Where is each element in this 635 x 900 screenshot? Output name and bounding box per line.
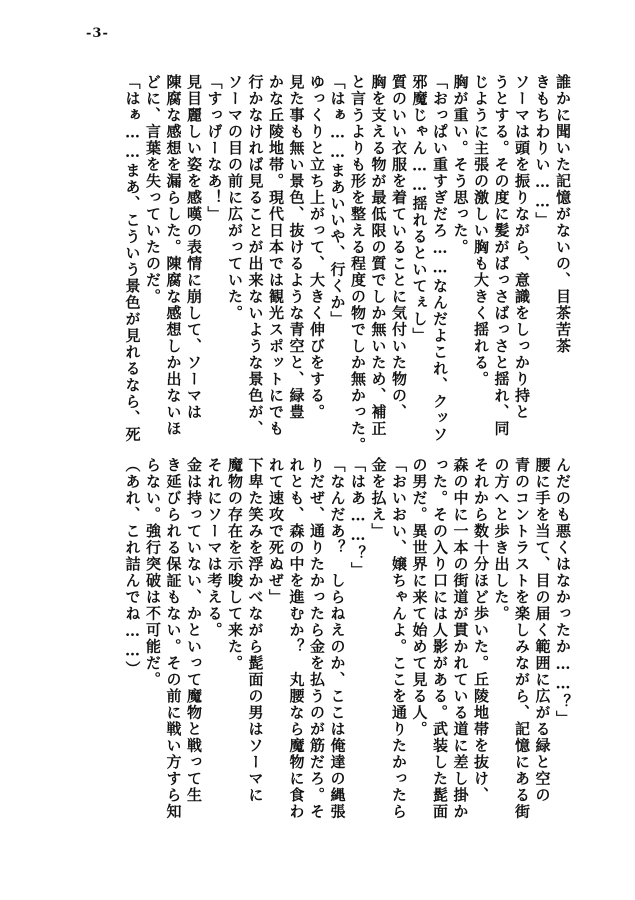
text-line: 金を払え」 bbox=[369, 457, 388, 540]
text-line: 誰かに聞いた記憶がないの、目茶苦茶 bbox=[554, 74, 572, 355]
text-line: 「はあ……？」 bbox=[349, 457, 367, 579]
text-line: 森の中に一本の街道が貫かれている道に差し掛か bbox=[451, 457, 470, 820]
text-line: ソーマは頭を振りながら、意識をしっかり持と bbox=[513, 74, 531, 421]
text-line: きもちわりい……」 bbox=[533, 74, 552, 229]
text-line: 金は持っていない、かといって魔物と戦って生 bbox=[185, 457, 203, 804]
text-line: それから数十分ほど歩いた。丘陵地帯を抜け、 bbox=[472, 457, 490, 804]
text-line: それにソーマは考える。 bbox=[205, 457, 224, 639]
text-line: 魔物の存在を示唆して来た。 bbox=[226, 457, 244, 672]
text-line: 「おいおい、嬢ちゃんよ。ここを通りたかったら bbox=[390, 457, 408, 820]
text-line: 胸が重い。そう思った。 bbox=[451, 74, 470, 256]
text-line: 「すっげーなあ！」 bbox=[205, 74, 224, 223]
text-line: 見た事も無い景色、抜けるような青空と、緑豊 bbox=[287, 74, 306, 421]
text-line: の方へと歩き出した。 bbox=[492, 457, 511, 622]
text-line: 見目麗しい姿を感嘆の表情に崩して、ソーマは bbox=[185, 74, 203, 421]
text-line: った。その入り口には人影がある。武装した髭面 bbox=[431, 457, 449, 820]
text-line: どに、言葉を失っていたのだ。 bbox=[144, 74, 162, 305]
text-line: うとする。その度に髪がばっさばっさと揺れ、同 bbox=[492, 74, 511, 437]
text-line: 下卑た笑みを浮かべながら髭面の男はソーマに bbox=[246, 457, 265, 804]
text-line: らない。強行突破は不可能だ。 bbox=[144, 457, 162, 688]
text-line: りだぜ、通りたかったら金を払うのが筋だろ。そ bbox=[308, 457, 326, 820]
text-line: かな丘陵地帯。現代日本では観光スポットにでも bbox=[267, 74, 285, 437]
text-line: ゆっくりと立ち上がって、大きく伸びをする。 bbox=[308, 74, 326, 421]
text-line: じように主張の激しい胸も大きく揺れる。 bbox=[472, 74, 490, 388]
text-line: んだのも悪くはなかったか……？」 bbox=[554, 457, 572, 727]
text-line: 質のいい衣服を着ていることに気付いた物の、 bbox=[390, 74, 408, 421]
text-line: 行かなければ見ることが出来ないような景色が、 bbox=[246, 74, 265, 437]
text-line: き延びられる保証もない。その前に戦い方すら知 bbox=[164, 457, 183, 820]
text-line: 「おっぱい重すぎだろ……なんだよこれ、クッソ bbox=[431, 74, 449, 443]
text-line: 「はぁ……まあいいや、行くか」 bbox=[328, 74, 347, 328]
text-block-bottom bbox=[93, 457, 573, 829]
text-line: （あれ、これ詰んでね……） bbox=[123, 457, 142, 678]
text-line: れて速攻で死ぬぜ」 bbox=[267, 457, 285, 606]
text-line: 邪魔じゃん……揺れるといてぇし」 bbox=[410, 74, 429, 344]
text-line: と言うよりも形を整える程度の物でしか無かった。 bbox=[349, 74, 367, 454]
text-line: れとも、森の中を進むか？ 丸腰なら魔物に食わ bbox=[287, 457, 306, 820]
page-number: -3- bbox=[86, 26, 109, 41]
text-line: 「なんだあ？ しらねえのか、ここは俺達の縄張 bbox=[328, 457, 347, 820]
text-line: 青のコントラストを楽しみながら、記憶にある街 bbox=[513, 457, 531, 820]
text-line: の男だ。異世界に来て始めて見る人。 bbox=[410, 457, 429, 738]
text-line: 胸を支える物が最低限の質でしか無いため、補正 bbox=[369, 74, 388, 437]
text-line: ソーマの目の前に広がっていた。 bbox=[226, 74, 244, 322]
text-line: 「はぁ……まあ、こういう景色が見れるなら、死 bbox=[123, 74, 142, 443]
text-block-top bbox=[93, 74, 573, 454]
text-line: 腰に手を当て、目の届く範囲に広がる緑と空の bbox=[533, 457, 552, 804]
text-line: 陳腐な感想を漏らした。陳腐な感想しか出ないほ bbox=[164, 74, 183, 437]
